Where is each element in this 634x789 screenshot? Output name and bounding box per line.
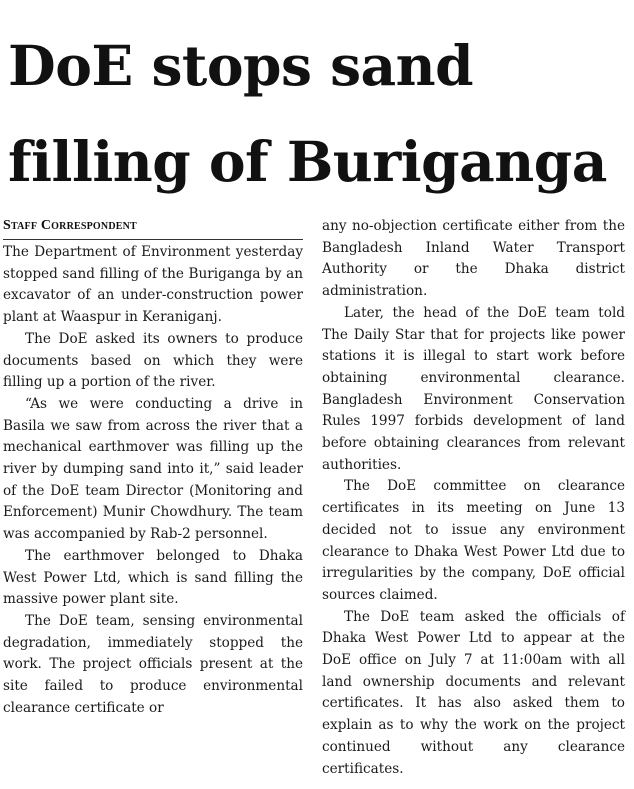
paragraph-5-continued: any no-objection certificate either from the Bangladesh Inland Water Transport Authority or the Dhaka district administration. [322,218,625,300]
headline: DoE stops sand filling of Buriganga [8,33,607,194]
paragraph-4: The earthmover belonged to Dhaka West Power Ltd, which is sand filling the massive power plant site. [3,547,303,608]
paragraph-2: The DoE asked its owners to produce documents based on which they were filling up a portion of the river. [3,330,303,391]
byline: Staff Correspondent [3,216,303,240]
paragraph-7: The DoE committee on clearance certificates in its meeting on June 13 decided not to issue any environment clearance to Dhaka West Power Ltd due to irregularities by the company, DoE official sources claimed. [322,478,625,603]
paragraph-3: “As we were conducting a drive in Basila we saw from across the river that a mechanical earthmover was filling up the river by dumping sand into it,” said leader of the DoE team Director (Monitoring and Enforcement) Munir Chowdhury. The team was accompanied by Rab-2 personnel. [3,395,303,543]
article-column-right [322,216,625,780]
paragraph-5: The DoE team, sensing environmental degradation, immediately stopped the work. The project officials present at the site failed to produce environmental clearance certificate or [3,612,303,716]
paragraph-1: The Department of Environment yesterday stopped sand filling of the Buriganga by an excavator of an under-construction power plant at Waaspur in Keraniganj. [3,244,303,326]
paragraph-8: The DoE team asked the officials of Dhaka West Power Ltd to appear at the DoE office on July 7 at 11:00am with all land ownership documents and relevant certificates. It has also asked them to explain as to why the work on the project continued without any clearance certificates. [322,608,625,777]
paragraph-6: Later, the head of the DoE team told The Daily Star that for projects like power stations it is illegal to start work before obtaining environmental clearance. Bangladesh Environment Conservation Rules 1997 forbids development of land before obtaining clearances from relevant authorities. [322,304,625,473]
article-column-left [3,216,303,719]
